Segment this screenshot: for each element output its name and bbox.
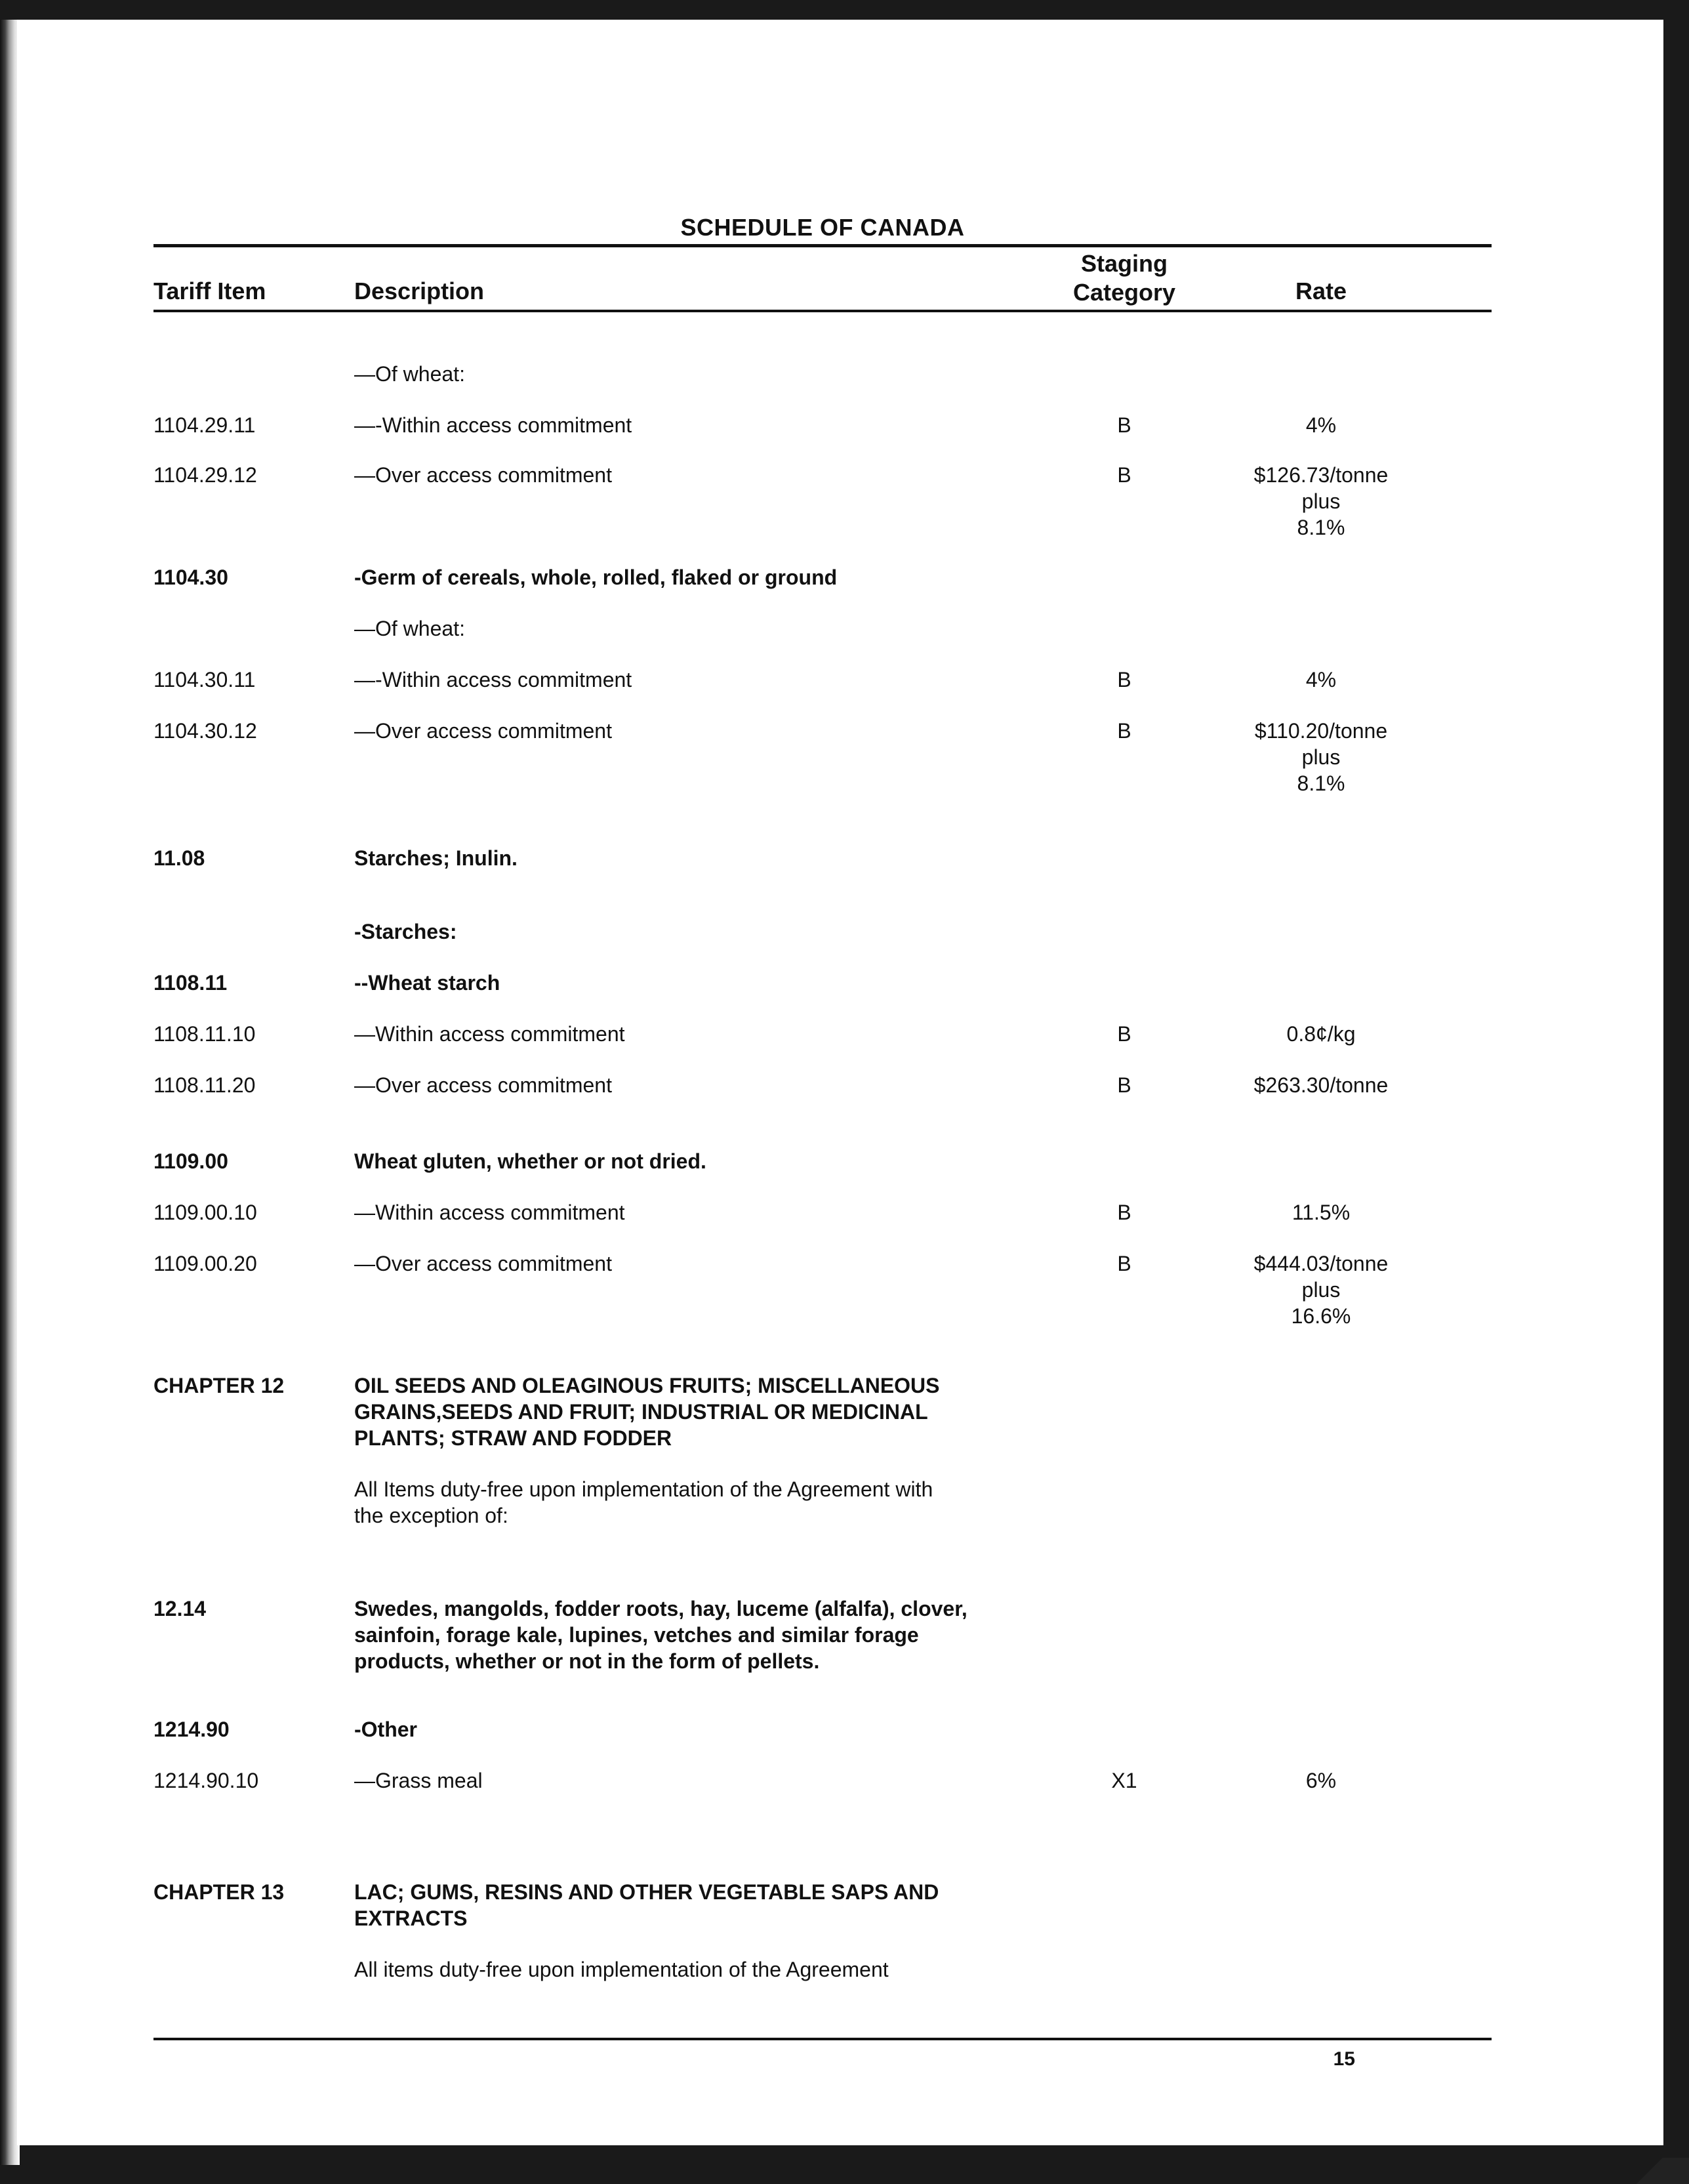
staging-category-cell: B <box>1117 413 1131 437</box>
rate-cell: $263.30/tonne <box>1253 1073 1389 1097</box>
tariff-item-cell: 1214.90.10 <box>153 1769 259 1792</box>
bottom-rule <box>153 2038 1492 2040</box>
tariff-item-cell: 12.14 <box>153 1597 207 1620</box>
page-title: SCHEDULE OF CANADA <box>680 214 965 241</box>
description-cell: —-Within access commitment <box>354 668 632 691</box>
staging-category-cell: B <box>1117 668 1131 691</box>
description-cell: —Within access commitment <box>354 1201 625 1224</box>
rate-cell: 0.8¢/kg <box>1286 1022 1356 1046</box>
page-number: 15 <box>1333 2048 1355 2070</box>
staging-category-cell: B <box>1117 1252 1131 1275</box>
description-cell: -Starches: <box>354 920 457 943</box>
tariff-item-cell: 1108.11.20 <box>153 1073 256 1097</box>
tariff-item-cell: 1214.90 <box>153 1718 230 1741</box>
tariff-item-cell: 1109.00 <box>153 1149 228 1173</box>
description-cell: —Over access commitment <box>354 719 612 743</box>
description-cell: All items duty-free upon implementation of the Agreement <box>354 1958 889 1981</box>
rate-cell: $110.20/tonne plus 8.1% <box>1254 719 1388 795</box>
description-cell: —Over access commitment <box>354 1073 612 1097</box>
description-cell: OIL SEEDS AND OLEAGINOUS FRUITS; MISCELLANEOUS GRAINS,SEEDS AND FRUIT; INDUSTRIAL OR MEDICINAL PLANTS; STRAW AND FODDER <box>354 1374 940 1450</box>
tariff-item-cell: CHAPTER 12 <box>153 1374 285 1397</box>
description-cell: LAC; GUMS, RESINS AND OTHER VEGETABLE SAPS AND EXTRACTS <box>354 1880 939 1930</box>
schedule-frame <box>153 20 1492 2145</box>
description-cell: All Items duty-free upon implementation of the Agreement with the exception of: <box>354 1477 933 1527</box>
tariff-item-cell: CHAPTER 13 <box>153 1880 285 1904</box>
header-tariff-item: Tariff Item <box>153 278 266 304</box>
tariff-item-cell: 1104.30.11 <box>153 668 256 691</box>
rate-cell: $444.03/tonne plus 16.6% <box>1253 1252 1389 1328</box>
tariff-item-cell: 1104.29.11 <box>153 413 256 437</box>
tariff-item-cell: 1108.11.10 <box>153 1022 256 1046</box>
description-cell: —Grass meal <box>354 1769 483 1792</box>
description-cell: —-Within access commitment <box>354 413 632 437</box>
tariff-item-cell: 1109.00.10 <box>153 1201 257 1224</box>
description-cell: —Of wheat: <box>354 617 465 640</box>
staging-category-cell: B <box>1117 1022 1131 1046</box>
description-cell: —Over access commitment <box>354 463 612 487</box>
header-staging-text: Staging Category <box>1072 250 1176 306</box>
rate-cell: 4% <box>1305 413 1337 437</box>
rate-cell: 6% <box>1305 1769 1337 1792</box>
header-rule <box>153 310 1492 312</box>
tariff-item-cell: 1108.11 <box>153 971 228 995</box>
document-page <box>17 20 1663 2145</box>
rate-cell: $126.73/tonne plus 8.1% <box>1253 463 1389 539</box>
page-corner <box>1610 2158 1689 2184</box>
rate-cell: 4% <box>1305 668 1337 691</box>
staging-category-cell: B <box>1117 463 1131 487</box>
description-cell: Starches; Inulin. <box>354 846 518 870</box>
header-description: Description <box>354 278 485 304</box>
tariff-item-cell: 1104.30 <box>153 566 228 589</box>
header-rate: Rate <box>1295 278 1347 304</box>
staging-category-cell: X1 <box>1111 1769 1137 1792</box>
description-cell: —Of wheat: <box>354 362 465 386</box>
description-cell: -Other <box>354 1718 417 1741</box>
tariff-item-cell: 1104.29.12 <box>153 463 257 487</box>
description-cell: --Wheat starch <box>354 971 500 995</box>
tariff-item-cell: 1109.00.20 <box>153 1252 257 1275</box>
rate-cell: 11.5% <box>1292 1201 1351 1224</box>
description-cell: Wheat gluten, whether or not dried. <box>354 1149 706 1173</box>
description-cell: Swedes, mangolds, fodder roots, hay, luceme (alfalfa), clover, sainfoin, forage kale, lupines, vetches and similar forage products, whether or not in the form of pellets. <box>354 1597 967 1673</box>
header-staging-category <box>1046 249 1203 307</box>
staging-category-cell: B <box>1117 719 1131 743</box>
staging-category-cell: B <box>1117 1073 1131 1097</box>
tariff-item-cell: 1104.30.12 <box>153 719 257 743</box>
description-cell: —Within access commitment <box>354 1022 625 1046</box>
description-cell: —Over access commitment <box>354 1252 612 1275</box>
description-cell: -Germ of cereals, whole, rolled, flaked or ground <box>354 566 838 589</box>
staging-category-cell: B <box>1117 1201 1131 1224</box>
tariff-item-cell: 11.08 <box>153 846 205 870</box>
top-rule <box>153 244 1492 247</box>
